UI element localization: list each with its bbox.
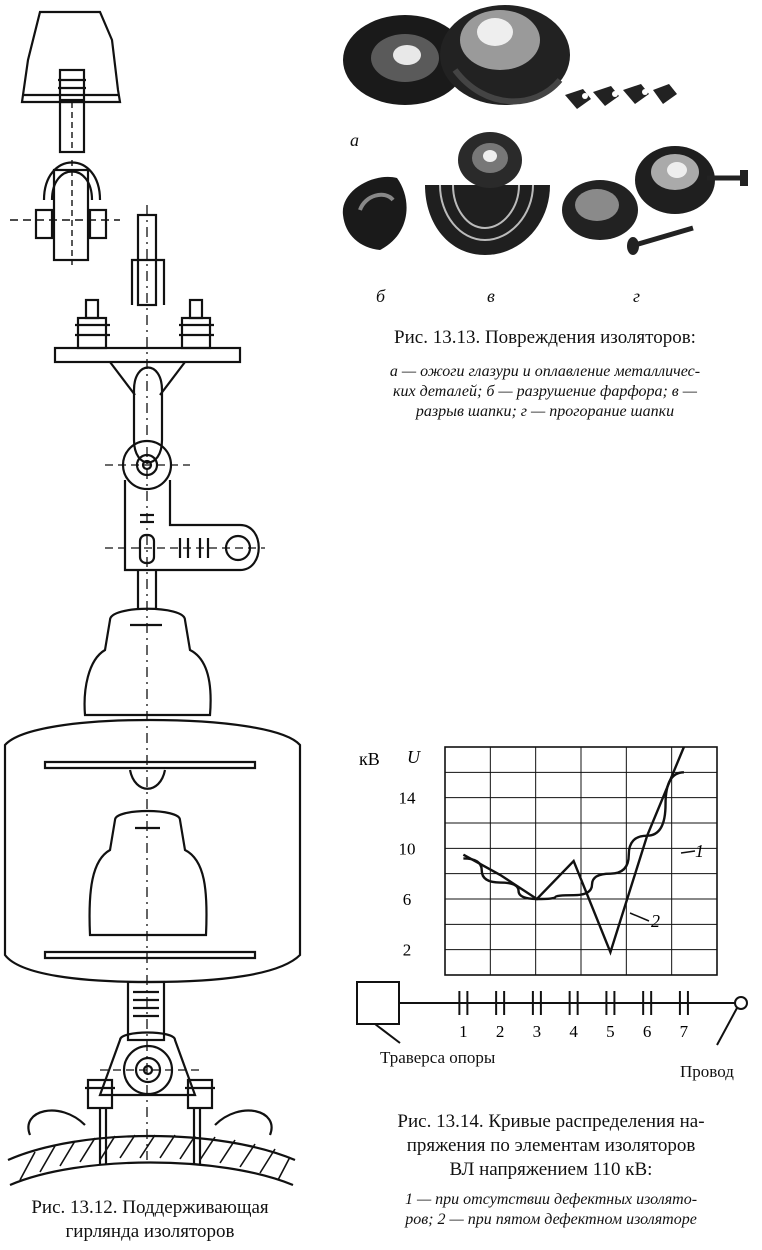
- damaged-insulators-photo: [335, 0, 755, 290]
- x-tick-label: 7: [679, 1022, 689, 1041]
- wire-terminal: [735, 997, 747, 1009]
- y-tick-label: 6: [402, 890, 412, 909]
- x-tick-label: 3: [532, 1022, 542, 1041]
- fig-1314-desc-line2: ров; 2 — при пятом дефектном изоляторе: [405, 1211, 697, 1228]
- fig-1314-desc: [345, 1190, 757, 1230]
- x-tick-label: 4: [569, 1022, 578, 1041]
- x-tick-label: 6: [642, 1022, 652, 1041]
- fig-1313-caption-title: Рис. 13.13. Повреждения изоляторов:: [394, 327, 696, 348]
- fig-1312-caption-line2: гирлянда изоляторов: [65, 1221, 235, 1242]
- fig-1313-label-b: б: [376, 286, 386, 306]
- fig-1313-label-a: а: [350, 130, 359, 150]
- insulator-string-schematic: [357, 982, 747, 1045]
- x-tick-label: 5: [606, 1022, 615, 1041]
- fig-1312-caption-line1: Рис. 13.12. Поддерживающая: [31, 1197, 269, 1218]
- traverse-box: [357, 982, 399, 1024]
- insulator-string-drawing: [0, 0, 330, 1195]
- y-tick-label: 2: [402, 940, 412, 960]
- fig-1314-desc-line1: 1 — при отсутствии дефектных изолято-: [404, 1191, 698, 1208]
- fig-1312-caption: [0, 1196, 300, 1244]
- chart-y-unit: кВ: [359, 749, 380, 769]
- curve-label-1: 1: [695, 841, 704, 861]
- series-1-line: [463, 772, 684, 899]
- traverse-pointer: [375, 1024, 400, 1043]
- chart-x-ticks: [459, 1022, 689, 1041]
- fig-1313-label-v: в: [487, 286, 495, 306]
- curve-label-2: 2: [651, 911, 660, 931]
- x-tick-label: 2: [495, 1022, 505, 1041]
- fig-1313-desc-line2: ких деталей; б — разрушение фарфора; в —: [393, 383, 697, 400]
- fig-1313-desc-line1: а — ожоги глазури и оплавление металличес-: [389, 363, 701, 380]
- fig-1314-caption: [345, 1110, 757, 1182]
- fig-1314-caption-line2: пряжения по элементам изоляторов: [406, 1135, 696, 1156]
- chart-y-ticks: [399, 789, 417, 960]
- wire-label: Провод: [680, 1062, 734, 1081]
- traverse-label: Траверса опоры: [380, 1048, 496, 1067]
- fig-1314-caption-line3: ВЛ напряжением 110 кВ:: [449, 1159, 653, 1180]
- x-tick-label: 1: [459, 1022, 468, 1041]
- fig-1313-caption-desc: [335, 362, 755, 422]
- voltage-distribution-chart: [345, 735, 755, 1095]
- fig-1313-desc-line3: разрыв шапки; г — прогорание шапки: [415, 403, 675, 420]
- chart-grid: [445, 747, 717, 975]
- fig-1313-label-g: г: [633, 286, 641, 306]
- y-tick-label: 10: [398, 839, 416, 859]
- chart-y-label: U: [407, 747, 420, 767]
- wire-pointer: [717, 1008, 737, 1045]
- fig-1314-caption-line1: Рис. 13.14. Кривые распределения на-: [397, 1111, 705, 1132]
- y-tick-label: 14: [398, 788, 416, 808]
